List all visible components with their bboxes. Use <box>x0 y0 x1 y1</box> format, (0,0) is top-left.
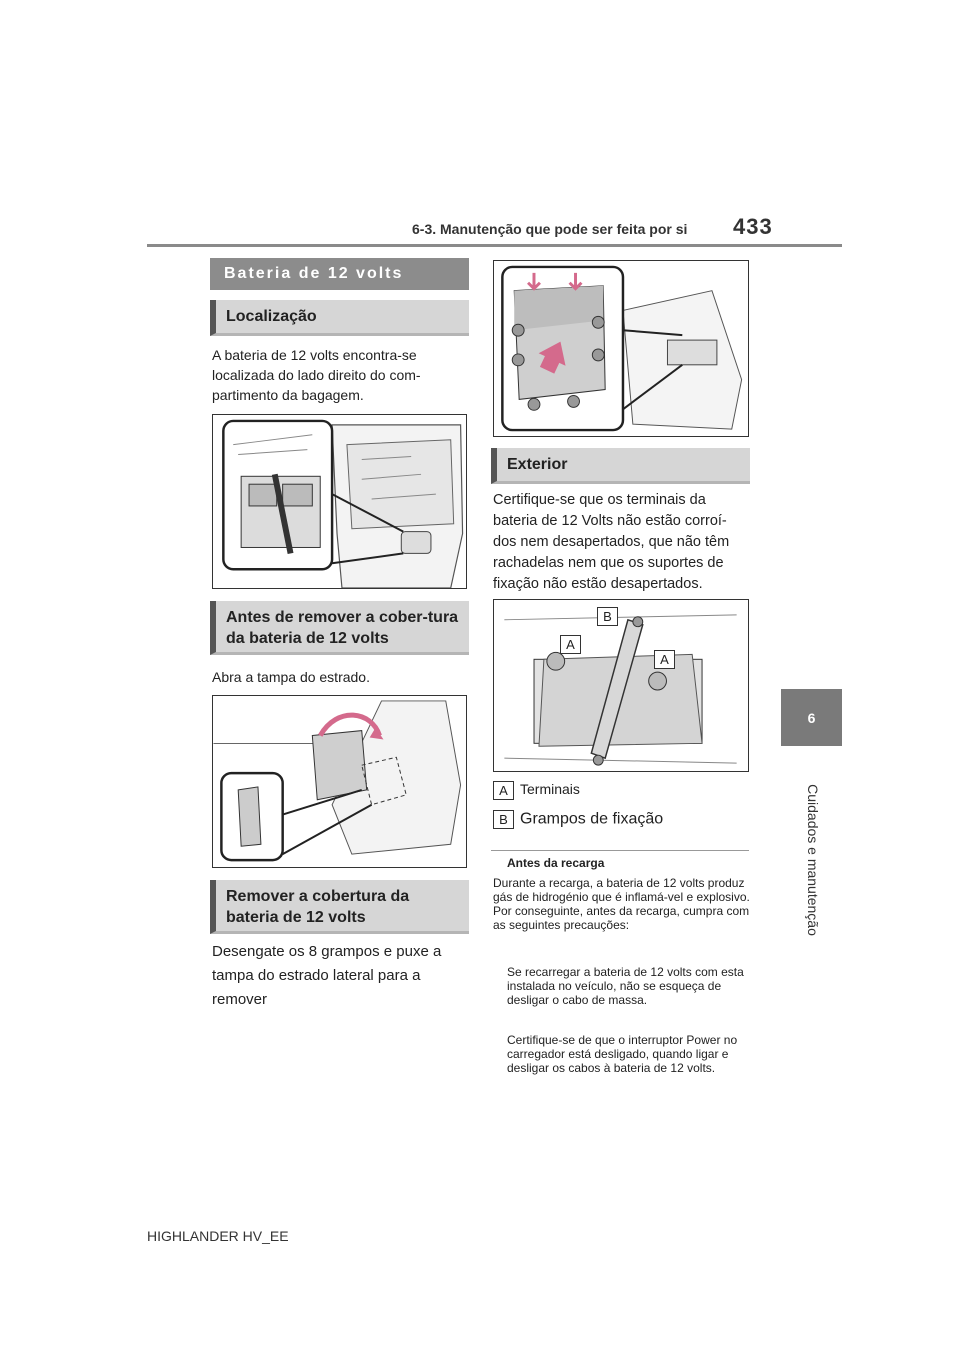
text-localizacao: A bateria de 12 volts encontra-se localizada do lado direito do com-partimento da bagagem. <box>212 347 421 403</box>
note-text: Durante a recarga, a bateria de 12 volts produz gás de hidrogénio que é inflamá-vel e explosivo. Por conseguinte, antes da recarga, cumpra com as seguintes precauções: <box>493 876 750 932</box>
text-exterior: Certifique-se que os terminais da bateria de 12 Volts não estão corroí-dos nem desapertados, que não têm rachadelas nem que os suportes de fixação não estão desapertados. <box>493 492 730 592</box>
heading-localizacao: Localização <box>210 300 469 336</box>
page-number: 433 <box>733 214 773 239</box>
chapter-label <box>758 760 868 960</box>
legend-clamps <box>493 810 663 829</box>
note-item: Certifique-se de que o interruptor Power no carregador está desligado, quando ligar e desligar os cabos à bateria de 12 volts. <box>507 1033 738 1075</box>
battery-location-illustration <box>213 415 466 588</box>
text-remover-cobertura: Desengate os 8 grampos e puxe a tampa do estrado lateral para a remover <box>212 943 442 1008</box>
floor-cover-illustration <box>213 696 466 867</box>
remove-cover-illustration <box>494 261 748 436</box>
legend-label-a: Terminais <box>520 781 580 798</box>
note-item: Se recarregar a bateria de 12 volts com esta instalada no veículo, não se esqueça de desligar o cabo de massa. <box>507 965 744 1007</box>
text-antes-remover: Abra a tampa do estrado. <box>212 669 370 685</box>
figure-battery-location <box>212 414 467 589</box>
note-title: Antes da recarga <box>507 856 605 870</box>
heading-antes-remover: Antes de remover a cober-tura da bateria de 12 volts <box>210 601 469 655</box>
callout-b: B <box>597 607 624 626</box>
legend-key-a: A <box>493 781 514 800</box>
chapter-tab <box>781 689 842 746</box>
callout-a-left: A <box>560 635 587 654</box>
section-title: 6-3. Manutenção que pode ser feita por si <box>412 221 688 237</box>
chapter-label-text: Cuidados e manutenção <box>805 784 821 936</box>
legend-terminals <box>493 781 580 800</box>
legend-key-b: B <box>493 810 514 829</box>
callout-a-right: A <box>654 650 681 669</box>
page-heading: Bateria de 12 volts <box>210 258 469 290</box>
heading-remover-cobertura: Remover a cobertura da bateria de 12 volts <box>210 880 469 934</box>
figure-remove-cover <box>493 260 749 437</box>
header-divider <box>147 244 842 247</box>
heading-exterior: Exterior <box>491 448 750 484</box>
note-divider <box>491 850 749 851</box>
footer-model: HIGHLANDER HV_EE <box>147 1228 289 1244</box>
chapter-number: 6 <box>807 709 816 726</box>
legend-label-b: Grampos de fixação <box>520 810 664 828</box>
figure-terminals <box>493 599 749 772</box>
figure-open-floor-cover <box>212 695 467 868</box>
